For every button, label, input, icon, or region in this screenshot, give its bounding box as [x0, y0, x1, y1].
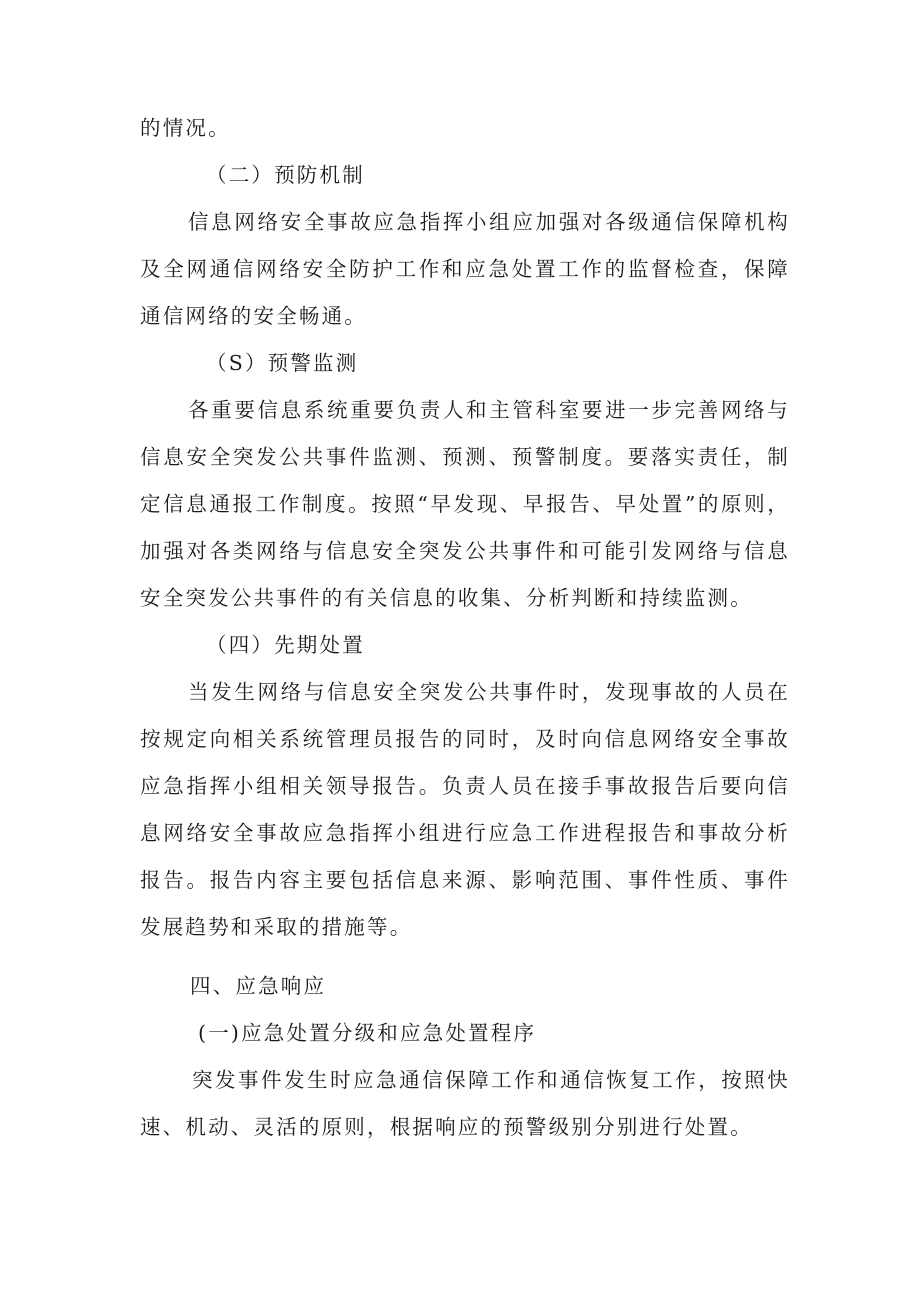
paragraph-continued: 的情况。 — [140, 116, 231, 140]
paragraph-prevention: 信息网络安全事故应急指挥小组应加强对各级通信保障机构及全网通信网络安全防护工作和应急处置工作的监督检查，保障通信网络的安全畅通。 — [140, 210, 790, 328]
heading-emergency-response: 四、应急响应 — [190, 974, 327, 998]
paragraph-early-warning: 各重要信息系统重要负责人和主管科室要进一步完善网络与信息安全突发公共事件监测、预测、预警制度。要落实责任，制定信息通报工作制度。按照“早发现、早报告、早处置”的原则，加强对各类网络与信息安全突发公共事件和可能引发网络与信息安全突发公共事件的有关信息的收集、分析判断和持续监测。 — [140, 398, 790, 610]
paragraph-initial-response: 当发生网络与信息安全突发公共事件时，发现事故的人员在按规定向相关系统管理员报告的同时，及时向信息网络安全事故应急指挥小组相关领导报告。负责人员在接手事故报告后要向信息网络安全事故应急指挥小组进行应急工作进程报告和事故分析报告。报告内容主要包括信息来源、影响范围、事件性质、事件发展趋势和采取的措施等。 — [140, 680, 790, 939]
document-body — [140, 105, 790, 1151]
paragraph-response-levels: 突发事件发生时应急通信保障工作和通信恢复工作，按照快速、机动、灵活的原则，根据响应的预警级别分别进行处置。 — [140, 1068, 790, 1139]
subheading-response-levels: (一)应急处置分级和应急处置程序 — [198, 1021, 537, 1045]
subheading-prevention-mechanism: （二）预防机制 — [206, 163, 365, 187]
subheading-early-warning: （S）预警监测 — [206, 351, 359, 375]
subheading-initial-response: （四）先期处置 — [206, 633, 365, 657]
